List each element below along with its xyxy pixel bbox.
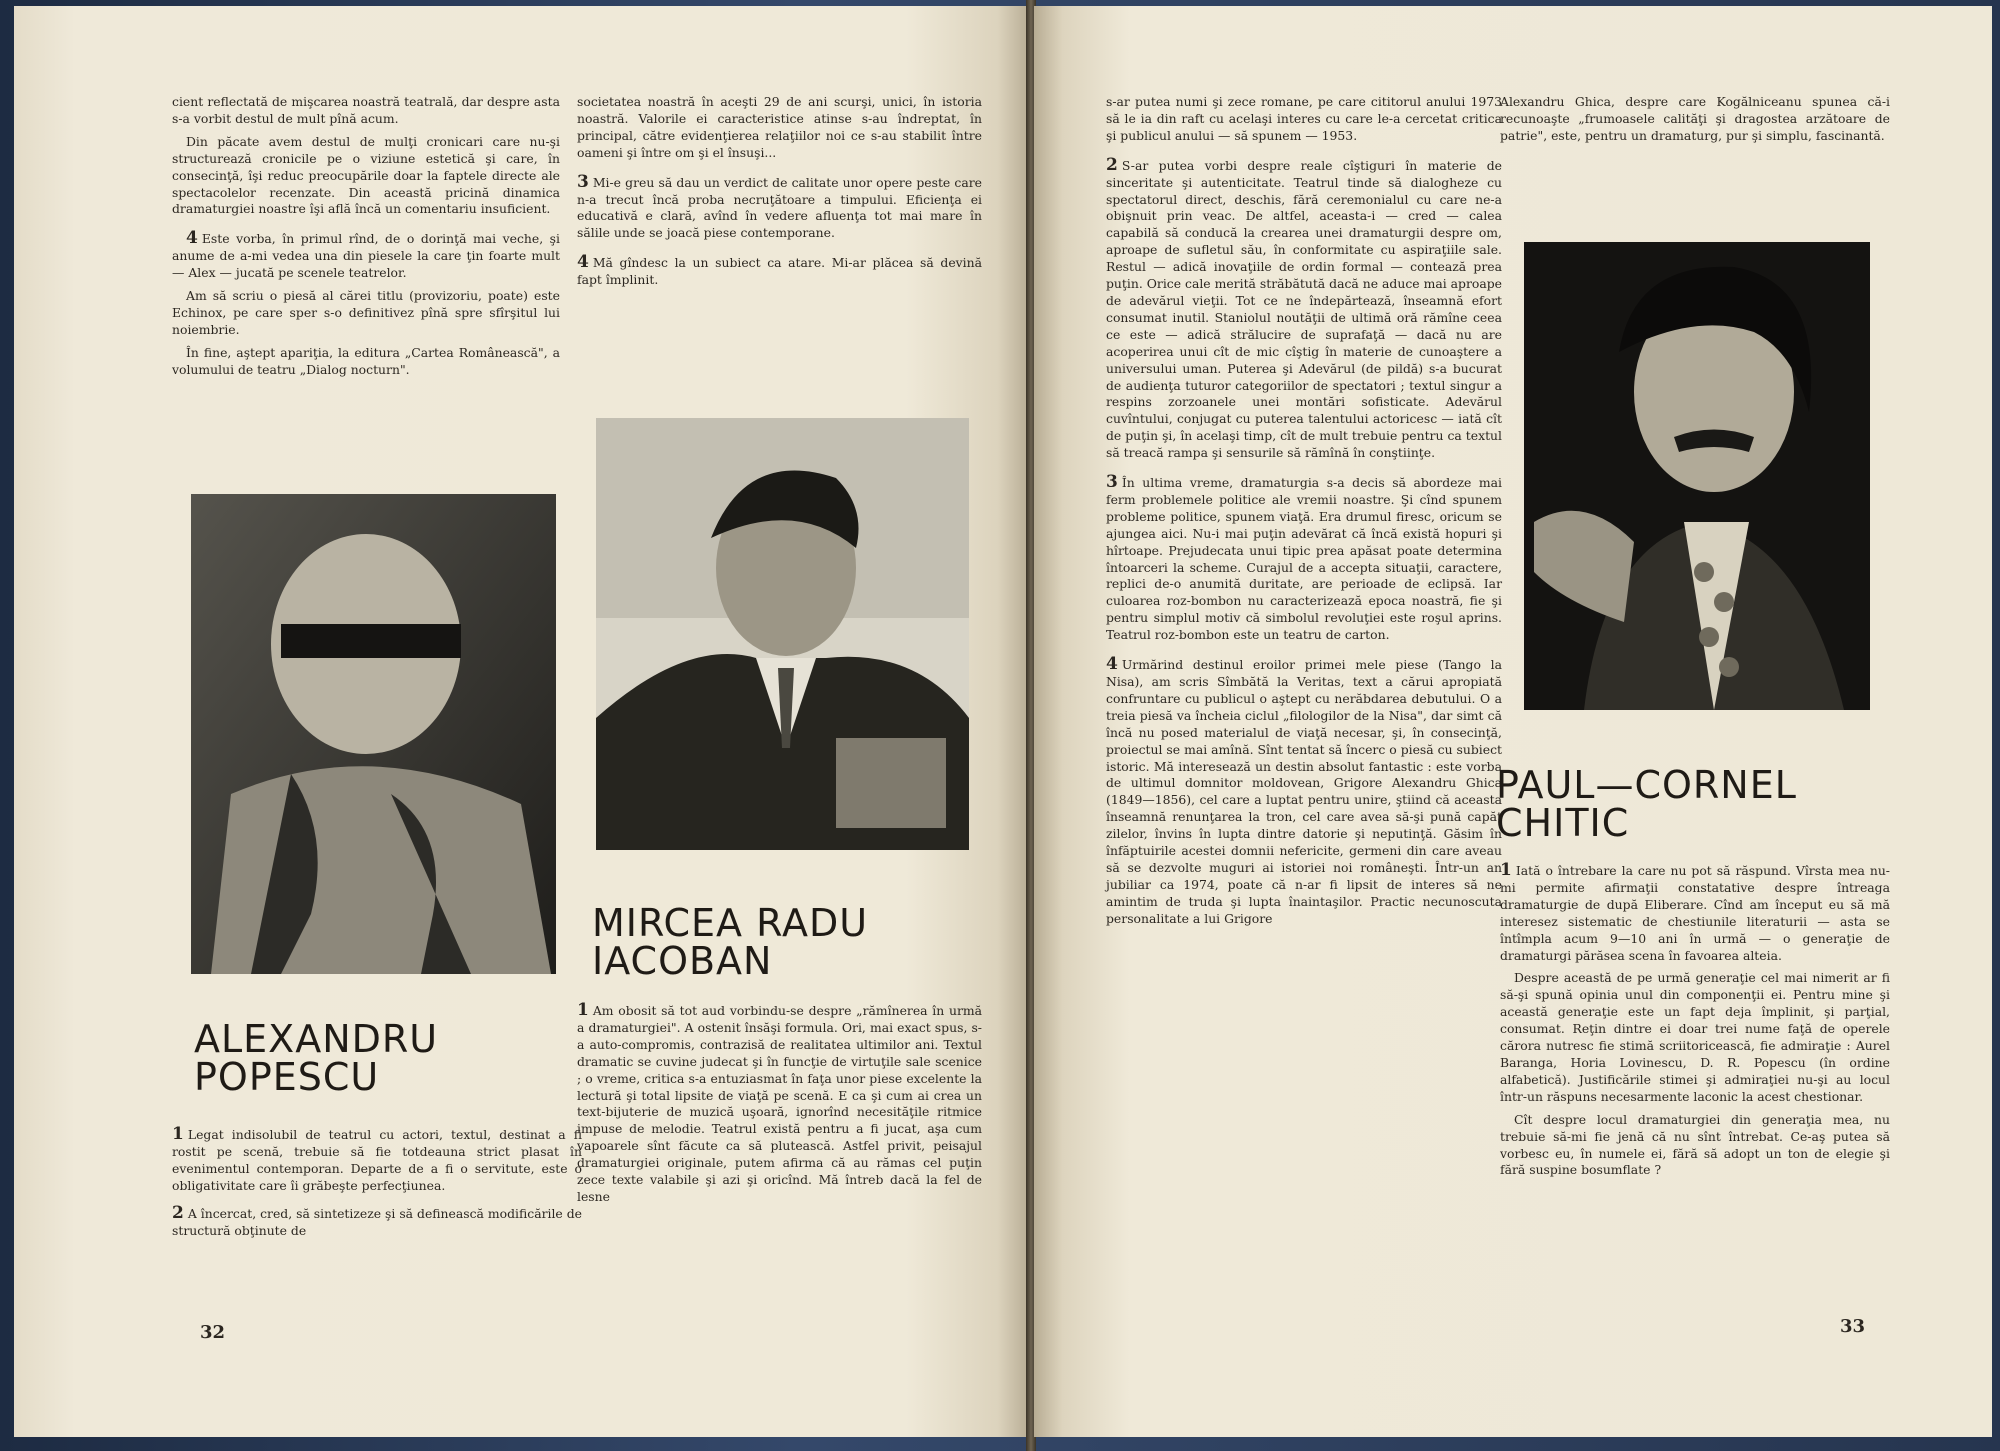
paragraph: În ultima vreme, dramaturgia s-a decis să abordeze mai ferm problemele politice ale vremii noastre. Şi cînd spunem probleme politice, spunem viaţă. Era drumul firesc, oricum se ajungea aici. Nu-i mai puţin adevărat că încă există hopuri şi hîrtoape. Prejudecata unui tipic prea apăsat poate determina întoarceri la scheme. Curajul de a accepta situaţii, caractere, replici de-o anumită duritate, are perioade de eclipsă. Iar culoarea roz-bombon nu caracterizează epoca noastră, fie şi pentru simplul motiv că simbolul revoluţiei este roşul aprins. Teatrul roz-bombon este un teatru de carton. <box>1106 475 1502 643</box>
paragraph: Despre această de pe urmă generaţie cel mai nimerit ar fi să-şi spună opinia unul din componenţii ei. Pentru mine şi această generaţie este un fapt deja împlinit, şi parţial, consumat. Reţin dintre ei doar trei nume faţă de operele cărora nutresc fie stimă scriitoricească, fie admiraţie : Aurel Baranga, Horia Lovinescu, D. R. Popescu (în ordine alfabetică). Justificările stimei şi admiraţiei nu-şi au locul într-un răspuns necesarmente laconic la acest chestionar. <box>1500 970 1890 1104</box>
paragraph: Am să scriu o piesă al cărei titlu (provizoriu, poate) este Echinox, pe care sper s-o definitivez pînă spre sfîrşitul lui noiembrie. <box>172 288 560 337</box>
author-heading-paul-cornel-chitic: PAUL—CORNEL CHITIC <box>1496 763 1797 845</box>
paragraph: societatea noastră în aceşti 29 de ani scurşi, unici, în istoria noastră. Valorile ei caracteristice atinse s-au îndreptat, în principal, către evidenţierea relaţiilor noi ce s-au stabilit între oameni şi între om şi el însuşi... <box>577 94 982 160</box>
paragraph: Din păcate avem destul de mulţi cronicari care nu-şi structurează cronicile pe o viziune estetică şi care, în consecinţă, îşi reduc preocupările doar la faptele directe ale spectacolelor recenzate. Din această pricină dinamica dramaturgiei noastre îşi află încă un comentariu insuficient. <box>172 133 560 217</box>
paragraph: În fine, aştept apariţia, la editura „Cartea Românească", a volumului de teatru „Dialog nocturn". <box>172 344 560 377</box>
paragraph: Urmărind destinul eroilor primei mele piese (Tango la Nisa), am scris Sîmbătă la Veritas, text a cărui apropiată confruntare cu publicul o aştept cu nerăbdarea debutului. O a treia piesă va încheia ciclul „filologilor de la Nisa", dar simt că încă nu posed materialul de viaţă necesar, şi, în consecinţă, proiectul se mai amînă. Sînt tentat să încerc o piesă cu subiect istoric. Mă interesează un destin absolut fantastic : este vorba de ultimul domnitor moldovean, Grigore Alexandru Ghica (1849—1856), cel care a luptat pentru unire, ştiind că aceasta înseamnă renunţarea la tron, cel care avea să-şi pună capăt zilelor, învins în lupta dintre datorie şi neputinţă. Găsim în înfăptuirile acestei domnii nefericite, germeni din care aveau să se dezvolte muguri ai istoriei noi româneşti. Într-un an jubiliar ca 1974, poate că n-ar fi lipsit de interes să ne amintim de truda şi lupta înaintaşilor. Practic necunoscuta personalitate a lui Grigore <box>1106 657 1502 926</box>
paragraph: Mă gîndesc la un subiect ca atare. Mi-ar plăcea să devină fapt împlinit. <box>577 255 982 288</box>
answer-number: 2 <box>1106 154 1118 175</box>
page-number: 32 <box>200 1322 226 1343</box>
right-col2-bottom <box>1500 862 1890 1185</box>
left-col1-top <box>172 94 560 385</box>
left-col2-top <box>577 94 982 295</box>
paragraph: Iată o întrebare la care nu pot să răspund. Vîrsta mea nu-mi permite afirmaţii constatative despre întreaga dramaturgie de după Eliberare. Cînd am început eu să mă interesez sistematic de chestiunile literaturii — asta se întîmpla acum 9—10 ani în urmă — o generaţie de dramaturgi părăsea scena în favoarea alteia. <box>1500 863 1890 963</box>
paragraph: s-ar putea numi şi zece romane, pe care cititorul anului 1973 să le ia din raft cu acelaşi interes cu care le-a cercetat critica şi publicul anului — să spunem — 1953. <box>1106 94 1502 143</box>
answer-number: 1 <box>1500 860 1512 880</box>
left-col1-bottom <box>172 1126 582 1245</box>
answer-number: 4 <box>186 228 198 249</box>
paragraph: Alexandru Ghica, despre care Kogălniceanu spunea că-i recunoaşte „frumoasele calităţi şi dragostea arzătoare de patrie", este, pentru un dramaturg, pur şi simplu, fascinantă. <box>1500 94 1890 143</box>
paragraph: S-ar putea vorbi despre reale cîştiguri în materie de sinceritate şi autenticitate. Teatrul tinde să dialogheze cu spectatorul direct, deschis, fără ceremonialul cu care ne-a obişnuit prin veac. De altfel, aceasta-i — cred — calea capabilă să conducă la crearea unei dramaturgii despre om, aproape de sufletul său, în conformitate cu aspiraţiile sale. Restul — adică inovaţiile de ordin formal — contează prea puţin. Orice cale merită străbătută dacă ne aduce mai aproape de adevărul vieţii. Tot ce ne îndepărtează, înseamnă efort consumat inutil. Staniolul noutăţii de ultimă oră rămîne ceea ce este — adică strălucire de suprafaţă — dacă nu are acoperirea unui cît de mic cîştig în materie de cunoaştere a universului uman. Puterea şi Adevărul (de pildă) s-a bucurat de audienţa tuturor categoriilor de spectatori ; textul singur a respins zorzoanele unei montări sofisticate. Adevărul cuvîntului, conjugat cu puterea talentului actoricesc — iată cît de puţin şi, în acelaşi timp, cît de mult trebuie pentru ca textul să treacă rampa şi sensurile să rămînă în conştiinţe. <box>1106 157 1502 461</box>
right-col1 <box>1106 94 1502 934</box>
answer-number: 4 <box>577 252 589 273</box>
portrait-photo-mircea-radu-iacoban <box>596 418 969 850</box>
paragraph: Este vorba, în primul rînd, de o dorinţă mai veche, şi anume de a-mi vedea una din piesele la care ţin foarte mult — Alex — jucată pe scenele teatrelor. <box>172 231 560 281</box>
paragraph: Legat indisolubil de teatrul cu actori, textul, destinat a fi rostit pe scenă, trebuie să fie totdeauna strict plasat în evenimentul contemporan. Departe de a fi o servitute, este o obligativitate care îi grăbeşte perfecţiunea. <box>172 1127 582 1193</box>
right-col2-top <box>1500 94 1890 151</box>
answer-number: 1 <box>577 1000 589 1020</box>
portrait-photo-alexandru-popescu <box>191 494 556 974</box>
paragraph: Mi-e greu să dau un verdict de calitate unor opere peste care n-a trecut încă proba necruţătoare a timpului. Eficienţa ei educativă e clară, avînd în vedere afluenţa tot mai mare în sălile unde se joacă piese contemporane. <box>577 174 982 241</box>
answer-number: 3 <box>577 171 589 192</box>
author-heading-mircea-radu-iacoban: MIRCEA RADU IACOBAN <box>592 901 869 983</box>
paragraph: Cît despre locul dramaturgiei din generaţia mea, nu trebuie să-mi fie jenă că nu sînt întrebat. Ce-aş putea să vorbesc eu, în numele ei, fără să adopt un ton de elegie şi fără suspine bosumflate ? <box>1500 1111 1890 1178</box>
answer-number: 2 <box>172 1202 184 1223</box>
paragraph: Am obosit să tot aud vorbindu-se despre „rămînerea în urmă a dramaturgiei". A ostenit însăşi formula. Ori, mai exact spus, s-a auto-compromis, contrazisă de realitatea ultimilor ani. Textul dramatic se cuvine judecat şi în funcţie de virtuţile sale scenice ; o vreme, critica s-a entuziasmat în faţa unor piese excelente la lectură şi total lipsite de viaţă pe scenă. E ca şi cum ai crea un text-bijuterie de muzică uşoară, ignorînd necesităţile ritmice impuse de melodie. Teatrul există pentru a fi jucat, aşa cum vapoarele sînt făcute ca să plutească. Astfel privit, peisajul dramaturgiei originale, putem afirma că au rămas cel puţin zece texte valabile şi azi şi oricînd. Mă întreb dacă la fel de lesne <box>577 1003 982 1204</box>
page-number: 33 <box>1840 1316 1866 1337</box>
left-page <box>14 6 1028 1437</box>
author-heading-alexandru-popescu: ALEXANDRU POPESCU <box>194 1017 439 1099</box>
answer-number: 4 <box>1106 654 1118 675</box>
paragraph: A încercat, cred, să sintetizeze şi să definească modificările de structură obţinute de <box>172 1205 582 1238</box>
left-col2-bottom <box>577 1002 982 1212</box>
answer-number: 1 <box>172 1124 184 1144</box>
portrait-photo-paul-cornel-chitic <box>1524 242 1870 710</box>
answer-number: 3 <box>1106 472 1118 493</box>
paragraph: cient reflectată de mişcarea noastră teatrală, dar despre asta s-a vorbit destul de mult pînă acum. <box>172 94 560 126</box>
right-page <box>1034 6 1992 1437</box>
